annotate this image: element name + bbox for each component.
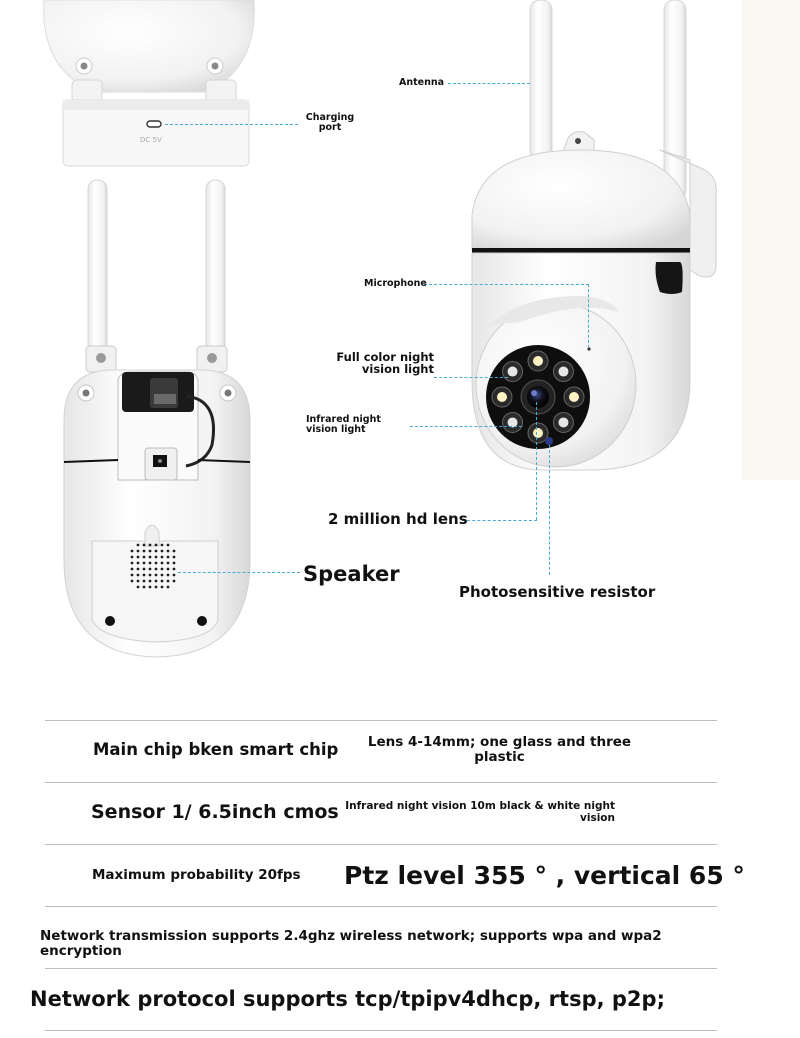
speaker-hole [161,586,164,589]
microphone-leader [424,284,589,285]
full-color-leader [434,377,508,378]
speaker-hole [161,580,164,583]
speaker-hole [161,562,164,565]
speaker-hole [143,586,146,589]
speaker-hole [173,550,176,553]
led-emitter [508,367,518,377]
camera-back-view [64,180,250,657]
photosensitive-label: Photosensitive resistor [459,583,656,601]
spec-divider [45,1030,717,1031]
photosensitive-leader [549,445,550,575]
speaker-hole [137,574,140,577]
speaker-hole [143,562,146,565]
speaker-hole [137,556,140,559]
speaker-hole [149,562,152,565]
speaker-hole [131,550,134,553]
spec-divider [45,720,717,721]
spec-main-chip: Main chip bken smart chip [93,740,339,759]
camera-front-view [472,0,716,470]
speaker-hole [155,568,158,571]
speaker-hole [143,568,146,571]
spec-lens: Lens 4-14mm; one glass and three plastic [367,734,632,765]
speaker-hole [161,550,164,553]
speaker-hole [155,574,158,577]
infrared-label: Infrared night vision light [306,414,381,435]
speaker-hole [143,544,146,547]
spec-network-transmission: Network transmission supports 2.4ghz wireless network; supports wpa and wpa2 encryption [40,928,662,959]
speaker-hole [155,544,158,547]
charging-port-label: Charging port [305,112,355,133]
speaker-hole [137,544,140,547]
speaker-hole [155,556,158,559]
led-emitter [558,367,568,377]
led-emitter [497,392,507,402]
speaker-hole [149,550,152,553]
speaker-hole [167,580,170,583]
speaker-hole [143,574,146,577]
speaker-hole [167,568,170,571]
spec-fps: Maximum probability 20fps [92,867,301,883]
led-emitter [533,356,543,366]
speaker-hole [155,562,158,565]
speaker-hole [137,580,140,583]
spec-infrared: Infrared night vision 10m black & white night vision [345,800,615,824]
speaker-hole [143,580,146,583]
speaker-hole [167,556,170,559]
led-emitter [558,417,568,427]
speaker-hole [149,580,152,583]
speaker-hole [167,550,170,553]
speaker-hole [155,550,158,553]
speaker-hole [161,574,164,577]
led-emitter [569,392,579,402]
speaker-hole [143,550,146,553]
microphone-label: Microphone [364,278,427,289]
speaker-hole [161,544,164,547]
infrared-leader [410,426,522,427]
speaker-hole [149,574,152,577]
speaker-hole [131,556,134,559]
speaker-label: Speaker [303,562,400,586]
speaker-hole [149,568,152,571]
speaker-hole [131,574,134,577]
speaker-hole [161,568,164,571]
spec-divider [45,844,717,845]
spec-network-protocol: Network protocol supports tcp/tpipv4dhcp, rtsp, p2p; [30,987,665,1011]
speaker-hole [143,556,146,559]
speaker-hole [155,580,158,583]
speaker-hole [137,562,140,565]
speaker-hole [167,544,170,547]
speaker-hole [173,574,176,577]
speaker-hole [137,550,140,553]
svg-text:DC 5V: DC 5V [140,136,162,144]
speaker-hole [131,568,134,571]
full-color-label: Full color night vision light [336,350,434,377]
led-emitter [533,428,543,438]
spec-sensor: Sensor 1/ 6.5inch cmos [91,801,339,823]
camera-base-view [44,0,255,166]
lens-leader-drop [536,402,537,520]
speaker-hole [131,562,134,565]
speaker-hole [173,562,176,565]
speaker-hole [137,568,140,571]
speaker-hole [167,574,170,577]
speaker-hole [131,580,134,583]
speaker-leader [178,572,300,573]
microphone-leader-drop [588,284,589,348]
lens-label: 2 million hd lens [328,510,468,528]
speaker-hole [137,586,140,589]
speaker-hole [149,586,152,589]
speaker-hole [161,556,164,559]
speaker-hole [149,544,152,547]
speaker-hole [173,568,176,571]
antenna-label: Antenna [399,77,445,88]
spec-divider [45,968,717,969]
speaker-hole [173,580,176,583]
speaker-hole [167,562,170,565]
antenna-leader [448,83,530,84]
speaker-hole [149,556,152,559]
spec-ptz: Ptz level 355 ° , vertical 65 ° [344,861,745,890]
spec-divider [45,906,717,907]
lens-leader [462,520,537,521]
speaker-hole [167,586,170,589]
charging-port-leader [165,124,298,125]
spec-divider [45,782,717,783]
speaker-hole [155,586,158,589]
speaker-hole [173,556,176,559]
